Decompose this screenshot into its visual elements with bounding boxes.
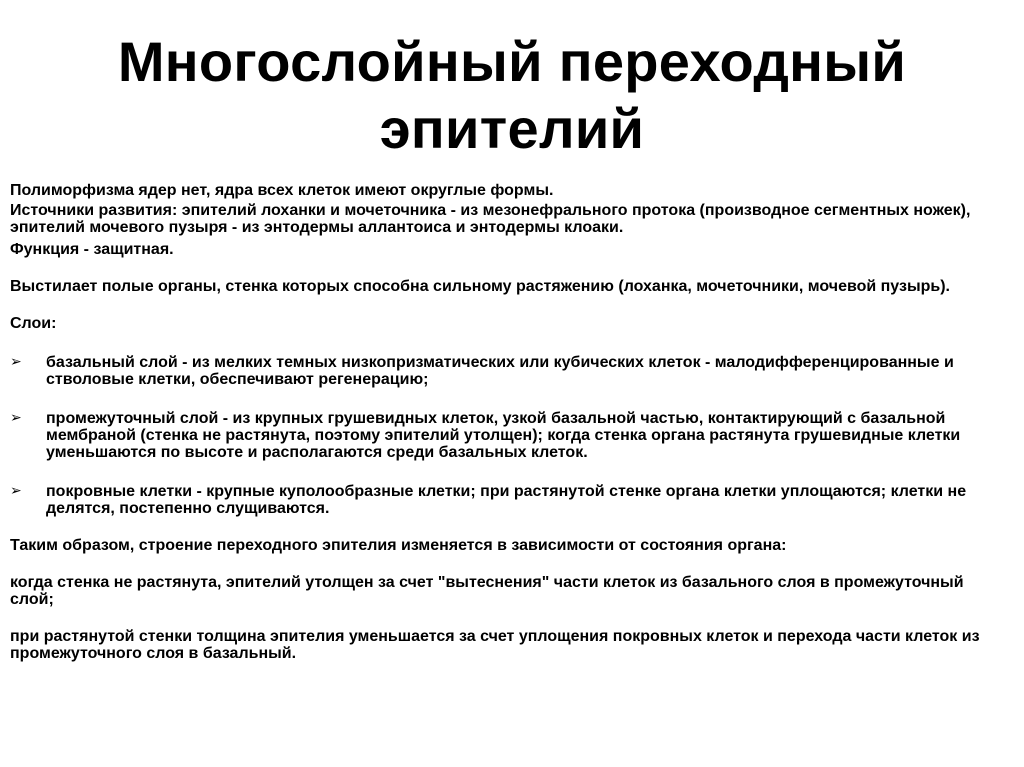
- bullet-arrow-icon: ➢: [10, 410, 22, 426]
- paragraph-stretched: при растянутой стенки толщина эпителия уменьшается за счет уплощения покровных клеток и перехода части клеток из промежуточного слоя в базальный.: [10, 628, 980, 662]
- bullet-basal-layer: [10, 354, 990, 388]
- paragraph-unstretched: когда стенка не растянута, эпителий утолщен за счет "вытеснения" части клеток из базального слоя в промежуточный слой;: [10, 574, 964, 608]
- bullet-arrow-icon: ➢: [10, 354, 22, 370]
- bullet-arrow-icon: ➢: [10, 483, 22, 499]
- title-line-2: эпителий: [379, 97, 645, 160]
- slide-title: [0, 28, 1024, 162]
- bullet-text: промежуточный слой - из крупных грушевидных клеток, узкой базальной частью, контактирующий с базальной мембраной (стенка не растянута, поэтому эпителий утолщен); когда стенка органа растянута грушевидные клетки уменьшаются по высоте и располагаются среди базальных клеток.: [46, 410, 961, 461]
- paragraph-layers-heading: Слои:: [10, 315, 57, 332]
- paragraph-lines-organs: Выстилает полые органы, стенка которых способна сильному растяжению (лоханка, мочеточники, мочевой пузырь).: [10, 278, 950, 295]
- title-line-1: Многослойный переходный: [117, 30, 907, 93]
- paragraph-function: Функция - защитная.: [10, 241, 174, 258]
- slide-content: [10, 182, 990, 662]
- paragraph-conclusion: Таким образом, строение переходного эпителия изменяется в зависимости от состояния органа:: [10, 537, 787, 554]
- bullet-text: покровные клетки - крупные куполообразные клетки; при растянутой стенке органа клетки уплощаются; клетки не делятся, постепенно слущиваются.: [46, 483, 967, 517]
- paragraph-polymorphism: Полиморфизма ядер нет, ядра всех клеток имеют округлые формы.: [10, 182, 554, 199]
- bullet-intermediate-layer: [10, 410, 990, 461]
- paragraph-sources: Источники развития: эпителий лоханки и мочеточника - из мезонефрального протока (производное сегментных ножек), эпителий мочевого пузыря - из энтодермы аллантоиса и энтодермы клоаки.: [10, 202, 971, 236]
- bullet-text: базальный слой - из мелких темных низкопризматических или кубических клеток - малодифференцированные и стволовые клетки, обеспечивают регенерацию;: [46, 354, 954, 388]
- bullet-surface-cells: [10, 483, 990, 517]
